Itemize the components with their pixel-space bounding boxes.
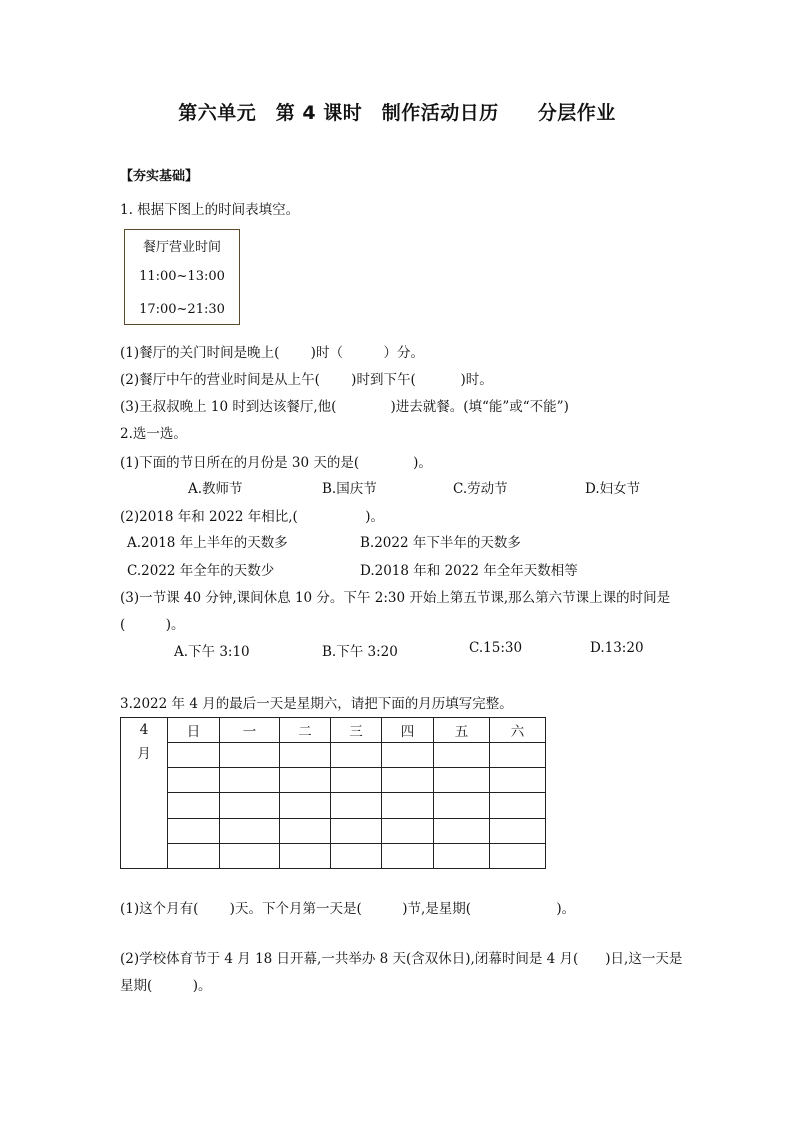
q2-1-option-d: D.妇女节 — [585, 481, 641, 497]
calendar-table — [120, 717, 546, 869]
question-2-part-3-line-2: ( )。 — [120, 617, 185, 633]
section-heading: 【夯实基础】 — [120, 169, 199, 184]
calendar-cell[interactable] — [331, 768, 382, 793]
q2-2-option-b: B.2022 年下半年的天数多 — [360, 535, 521, 551]
schedule-time-1: 11:00~13:00 — [139, 269, 225, 284]
question-3-stem: 3.2022 年 4 月的最后一天是星期六，请把下面的月历填写完整。 — [120, 696, 513, 712]
calendar-cell[interactable] — [220, 818, 280, 843]
question-2-part-1: (1)下面的节日所在的月份是 30 天的是( )。 — [120, 455, 432, 471]
calendar-cell[interactable] — [168, 818, 220, 843]
calendar-cell[interactable] — [434, 843, 490, 868]
calendar-cell[interactable] — [382, 843, 434, 868]
weekday-header: 五 — [434, 718, 490, 743]
calendar-cell[interactable] — [220, 768, 280, 793]
question-1-stem: 1. 根据下图上的时间表填空。 — [120, 202, 300, 218]
q2-1-option-b: B.国庆节 — [322, 481, 377, 497]
calendar-row — [121, 793, 546, 818]
calendar-cell[interactable] — [490, 768, 546, 793]
calendar-cell[interactable] — [434, 793, 490, 818]
q2-1-option-c: C.劳动节 — [453, 481, 508, 497]
calendar-cell[interactable] — [220, 843, 280, 868]
q2-2-option-d: D.2018 年和 2022 年全年天数相等 — [360, 563, 578, 579]
calendar-cell[interactable] — [168, 793, 220, 818]
weekday-header: 六 — [490, 718, 546, 743]
question-1-part-1: (1)餐厅的关门时间是晚上( )时（ ）分。 — [120, 345, 424, 361]
calendar-row — [121, 768, 546, 793]
question-2-stem: 2.选一选。 — [120, 426, 187, 442]
q2-3-option-d: D.13:20 — [590, 640, 644, 656]
schedule-box-title: 餐厅营业时间 — [142, 240, 221, 255]
calendar-cell[interactable] — [490, 793, 546, 818]
calendar-cell[interactable] — [280, 743, 331, 768]
calendar-cell[interactable] — [382, 743, 434, 768]
calendar-cell[interactable] — [168, 843, 220, 868]
schedule-box — [124, 229, 240, 325]
q2-3-option-b: B.下午 3:20 — [322, 644, 398, 660]
calendar-row — [121, 743, 546, 768]
question-2-part-2: (2)2018 年和 2022 年相比,( )。 — [120, 509, 385, 525]
question-1-part-3: (3)王叔叔晚上 10 时到达该餐厅,他( )进去就餐。(填“能”或“不能”) — [120, 399, 569, 415]
calendar-cell[interactable] — [280, 768, 331, 793]
calendar-cell[interactable] — [220, 793, 280, 818]
calendar-cell[interactable] — [490, 743, 546, 768]
q2-3-option-a: A.下午 3:10 — [174, 644, 250, 660]
question-2-part-3-line-1: (3)一节课 40 分钟,课间休息 10 分。下午 2:30 开始上第五节课,那么第六节课上课的时间是 — [120, 590, 671, 606]
schedule-time-2: 17:00~21:30 — [139, 302, 225, 317]
calendar-cell[interactable] — [331, 743, 382, 768]
question-1-part-2: (2)餐厅中午的营业时间是从上午( )时到下午( )时。 — [120, 372, 493, 388]
calendar-cell[interactable] — [331, 843, 382, 868]
question-3-part-2-line-2: 星期( )。 — [120, 978, 212, 994]
calendar-row — [121, 843, 546, 868]
calendar-cell[interactable] — [331, 793, 382, 818]
weekday-header: 二 — [280, 718, 331, 743]
question-3-part-1: (1)这个月有( )天。下个月第一天是( )节,是星期( )。 — [120, 901, 576, 917]
calendar-cell[interactable] — [331, 818, 382, 843]
weekday-header: 四 — [382, 718, 434, 743]
calendar-cell[interactable] — [168, 768, 220, 793]
page-title: 第六单元 第 4 课时 制作活动日历 分层作业 — [178, 102, 616, 124]
calendar-cell[interactable] — [434, 818, 490, 843]
weekday-header: 日 — [168, 718, 220, 743]
calendar-cell[interactable] — [382, 818, 434, 843]
calendar-cell[interactable] — [168, 743, 220, 768]
weekday-header: 一 — [220, 718, 280, 743]
calendar-month-number: 4 — [139, 722, 149, 738]
q2-3-option-c: C.15:30 — [469, 640, 523, 656]
q2-1-option-a: A.教师节 — [188, 481, 243, 497]
calendar-cell[interactable] — [382, 793, 434, 818]
calendar-cell[interactable] — [280, 843, 331, 868]
calendar-cell[interactable] — [220, 743, 280, 768]
calendar-cell[interactable] — [382, 768, 434, 793]
calendar-cell[interactable] — [434, 768, 490, 793]
question-3-part-2-line-1: (2)学校体育节于 4 月 18 日开幕,一共举办 8 天(含双休日),闭幕时间是 4 月( )日,这一天是 — [120, 951, 683, 967]
q2-2-option-a: A.2018 年上半年的天数多 — [127, 535, 288, 551]
calendar-cell[interactable] — [434, 743, 490, 768]
calendar-month-char: 月 — [137, 746, 151, 762]
calendar-cell[interactable] — [490, 843, 546, 868]
calendar-cell[interactable] — [490, 818, 546, 843]
q2-2-option-c: C.2022 年全年的天数少 — [127, 563, 275, 579]
calendar-row — [121, 818, 546, 843]
weekday-header: 三 — [331, 718, 382, 743]
calendar-cell[interactable] — [280, 793, 331, 818]
calendar-cell[interactable] — [280, 818, 331, 843]
calendar-month-label — [121, 718, 168, 869]
